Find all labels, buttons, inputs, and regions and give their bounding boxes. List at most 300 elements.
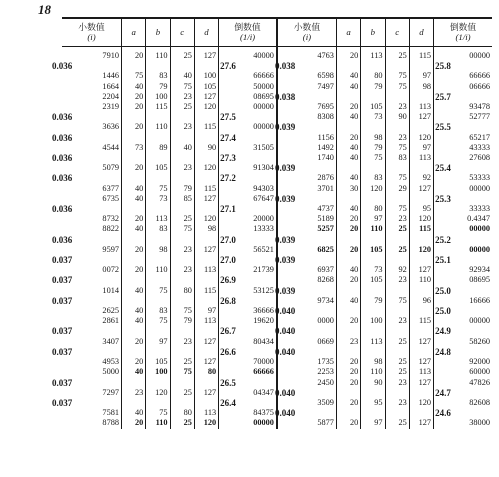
coef-cell-a: 40 bbox=[122, 194, 146, 204]
group-label-text: 0.038 bbox=[274, 61, 296, 72]
coef-cell-c bbox=[170, 235, 194, 245]
coef-cell-c: 80 bbox=[170, 286, 194, 296]
coef-cell-right-d2 bbox=[409, 408, 433, 418]
coef-cell-right-c2 bbox=[385, 163, 409, 173]
reciprocal-cell: 84375 bbox=[219, 408, 277, 418]
group-label-right bbox=[274, 234, 337, 245]
coef-cell-right-c2: 23 bbox=[385, 275, 409, 285]
coef-cell-d bbox=[194, 235, 218, 245]
coef-cell-a bbox=[122, 204, 146, 214]
decimal-cell: 4953 bbox=[102, 357, 120, 367]
group-label-text: 0.039 bbox=[274, 122, 296, 133]
header-a-left: a bbox=[122, 18, 146, 47]
group-label-text: 0.039 bbox=[274, 234, 296, 245]
coef-cell-a: 73 bbox=[122, 143, 146, 153]
coef-cell-c bbox=[170, 398, 194, 408]
reciprocal-cell-right: 43333 bbox=[434, 143, 492, 153]
coef-cell-right-d2 bbox=[409, 388, 433, 398]
reciprocal-cell-right: 00000 bbox=[434, 184, 492, 194]
coef-cell-b: 113 bbox=[146, 214, 170, 224]
group-label-text: 0.039 bbox=[274, 255, 296, 266]
coef-cell-a: 40 bbox=[122, 224, 146, 234]
reciprocal-group-left bbox=[219, 347, 277, 357]
coef-cell-b bbox=[146, 398, 170, 408]
header-b-left: b bbox=[146, 18, 170, 47]
decimal-cell-right: 4763 bbox=[277, 47, 337, 62]
coef-cell-right-c2: 29 bbox=[385, 184, 409, 194]
decimal-cell-right: 0669 bbox=[277, 337, 337, 347]
reciprocal-group-left bbox=[219, 112, 277, 122]
coef-cell-right-c2: 25 bbox=[385, 418, 409, 428]
coef-cell-b: 97 bbox=[146, 337, 170, 347]
reciprocal-cell-right: 27608 bbox=[434, 153, 492, 163]
coef-cell-right-d2: 127 bbox=[409, 357, 433, 367]
coef-cell-c bbox=[170, 204, 194, 214]
coef-cell-right-a2: 40 bbox=[336, 71, 360, 81]
table-row bbox=[62, 204, 492, 214]
coef-cell-b: 110 bbox=[146, 47, 170, 62]
coef-cell-right-b2 bbox=[361, 408, 385, 418]
coef-cell-right-c2 bbox=[385, 306, 409, 316]
group-label-text: 0.036 bbox=[52, 61, 73, 72]
reciprocal-group-text: 26.4 bbox=[220, 397, 236, 408]
coef-cell-right-b2: 73 bbox=[361, 265, 385, 275]
reciprocal-group-right bbox=[434, 194, 492, 204]
reciprocal-cell: 66666 bbox=[219, 71, 277, 81]
coef-cell-d: 113 bbox=[194, 316, 218, 326]
reciprocal-cell: 00000 bbox=[219, 418, 277, 428]
decimal-cell-right: 8268 bbox=[277, 275, 337, 285]
group-label-right bbox=[274, 61, 337, 72]
group-label-right bbox=[274, 346, 337, 357]
coef-cell-c: 25 bbox=[170, 102, 194, 112]
coef-cell-d bbox=[194, 275, 218, 285]
group-label-text: 0.040 bbox=[274, 346, 296, 357]
coef-cell-right-a2: 20 bbox=[336, 133, 360, 143]
coef-cell-a bbox=[122, 347, 146, 357]
reciprocal-group-left bbox=[219, 235, 277, 245]
coef-cell-right-a2: 40 bbox=[336, 143, 360, 153]
coef-cell-c bbox=[170, 275, 194, 285]
coef-cell-right-a2 bbox=[336, 163, 360, 173]
group-label-right bbox=[274, 285, 337, 296]
coef-cell-right-a2: 23 bbox=[336, 337, 360, 347]
decimal-cell-right: 8308 bbox=[277, 112, 337, 122]
reciprocal-group-text: 27.6 bbox=[220, 61, 236, 72]
coef-cell-right-d2: 97 bbox=[409, 143, 433, 153]
group-label-left bbox=[52, 346, 122, 357]
reciprocal-cell: 20000 bbox=[219, 214, 277, 224]
coef-cell-right-a2: 20 bbox=[336, 47, 360, 62]
table-header-row bbox=[62, 18, 492, 47]
coef-cell-right-d2 bbox=[409, 347, 433, 357]
table-row bbox=[62, 265, 492, 275]
coef-cell-right-a2 bbox=[336, 347, 360, 357]
header-b-right: b bbox=[361, 18, 385, 47]
table-row bbox=[62, 296, 492, 306]
coef-cell-c: 40 bbox=[170, 71, 194, 81]
group-label-left bbox=[52, 153, 122, 164]
table-row bbox=[62, 112, 492, 122]
coef-cell-a: 20 bbox=[122, 337, 146, 347]
table-row bbox=[62, 143, 492, 153]
coef-cell-right-a2: 40 bbox=[336, 204, 360, 214]
group-label-left bbox=[52, 234, 122, 245]
coef-cell-c: 85 bbox=[170, 194, 194, 204]
coef-cell-a: 40 bbox=[122, 408, 146, 418]
group-label-text: 0.037 bbox=[52, 275, 73, 286]
coef-cell-right-b2 bbox=[361, 388, 385, 398]
group-label-right bbox=[274, 326, 337, 337]
table-row bbox=[62, 398, 492, 408]
coef-cell-right-c2: 25 bbox=[385, 367, 409, 377]
reciprocal-group-right bbox=[434, 61, 492, 71]
reciprocal-cell-right: 00000 bbox=[434, 245, 492, 255]
coef-cell-d: 100 bbox=[194, 71, 218, 81]
coef-cell-d: 120 bbox=[194, 163, 218, 173]
reciprocal-group-left bbox=[219, 398, 277, 408]
coef-cell-right-b2: 105 bbox=[361, 245, 385, 255]
reciprocal-group-right bbox=[434, 388, 492, 398]
group-label-text: 0.040 bbox=[274, 306, 296, 317]
reciprocal-group-right bbox=[434, 235, 492, 245]
reciprocal-group-text: 25.8 bbox=[435, 61, 451, 72]
reciprocal-cell: 36666 bbox=[219, 306, 277, 316]
coef-cell-c: 25 bbox=[170, 388, 194, 398]
table-row bbox=[62, 245, 492, 255]
coef-cell-b: 100 bbox=[146, 367, 170, 377]
decimal-cell-right: 3509 bbox=[277, 398, 337, 408]
decimal-cell-right: 1492 bbox=[277, 143, 337, 153]
reciprocal-cell-right: 66666 bbox=[434, 71, 492, 81]
coef-cell-right-c2: 90 bbox=[385, 112, 409, 122]
reciprocal-group-right bbox=[434, 255, 492, 265]
reciprocal-cell: 91304 bbox=[219, 163, 277, 173]
header-c-right: c bbox=[385, 18, 409, 47]
coef-cell-c: 23 bbox=[170, 337, 194, 347]
coef-cell-a bbox=[122, 235, 146, 245]
coef-cell-right-d2 bbox=[409, 255, 433, 265]
group-label-left bbox=[52, 173, 122, 184]
reciprocal-cell-right: 82608 bbox=[434, 398, 492, 408]
decimal-cell-right: 5189 bbox=[277, 214, 337, 224]
reciprocal-group-right bbox=[434, 92, 492, 102]
table-row bbox=[62, 418, 492, 428]
table-row bbox=[62, 214, 492, 224]
coef-cell-c: 75 bbox=[170, 367, 194, 377]
coef-cell-c: 23 bbox=[170, 92, 194, 102]
group-label-text: 0.037 bbox=[52, 295, 73, 306]
group-label-left bbox=[52, 112, 122, 123]
coef-cell-right-a2: 40 bbox=[336, 265, 360, 275]
coef-cell-d: 120 bbox=[194, 214, 218, 224]
reciprocal-group-text: 26.9 bbox=[220, 275, 236, 286]
coef-cell-right-c2: 75 bbox=[385, 143, 409, 153]
coef-cell-right-b2: 113 bbox=[361, 337, 385, 347]
coef-cell-right-b2: 98 bbox=[361, 133, 385, 143]
group-label-left bbox=[52, 377, 122, 388]
coef-cell-right-d2 bbox=[409, 163, 433, 173]
table-row bbox=[62, 47, 492, 62]
reciprocal-cell-right: 00000 bbox=[434, 47, 492, 62]
reciprocal-cell: 40000 bbox=[219, 47, 277, 62]
coef-cell-right-c2: 75 bbox=[385, 204, 409, 214]
coef-cell-right-d2: 97 bbox=[409, 71, 433, 81]
coef-cell-right-c2: 23 bbox=[385, 133, 409, 143]
decimal-cell-right: 0000 bbox=[277, 316, 337, 326]
decimal-cell-right: 7497 bbox=[277, 82, 337, 92]
coef-cell-c: 23 bbox=[170, 122, 194, 132]
decimal-cell-right: 7695 bbox=[277, 102, 337, 112]
coef-cell-c bbox=[170, 133, 194, 143]
coef-cell-d: 105 bbox=[194, 82, 218, 92]
coef-cell-right-a2 bbox=[336, 235, 360, 245]
coef-cell-d: 113 bbox=[194, 265, 218, 275]
reciprocal-cell-right: 65217 bbox=[434, 133, 492, 143]
coef-cell-d bbox=[194, 255, 218, 265]
reciprocal-cell-right: 93478 bbox=[434, 102, 492, 112]
coef-cell-b: 75 bbox=[146, 184, 170, 194]
coef-cell-b: 73 bbox=[146, 194, 170, 204]
reciprocal-group-text: 25.0 bbox=[435, 306, 451, 317]
coef-cell-right-c2: 25 bbox=[385, 245, 409, 255]
coef-cell-c: 75 bbox=[170, 224, 194, 234]
reciprocal-group-left bbox=[219, 173, 277, 183]
coef-cell-right-b2: 120 bbox=[361, 184, 385, 194]
coef-cell-right-d2: 115 bbox=[409, 47, 433, 62]
coef-cell-d bbox=[194, 61, 218, 71]
coef-cell-right-b2: 80 bbox=[361, 204, 385, 214]
coef-cell-right-b2 bbox=[361, 306, 385, 316]
coef-cell-c bbox=[170, 173, 194, 183]
decimal-cell: 8822 bbox=[102, 224, 120, 234]
coef-cell-right-a2: 40 bbox=[336, 153, 360, 163]
coef-cell-c: 23 bbox=[170, 245, 194, 255]
coef-cell-d: 127 bbox=[194, 47, 218, 62]
coef-cell-right-d2 bbox=[409, 122, 433, 132]
coef-cell-right-b2: 79 bbox=[361, 82, 385, 92]
coef-cell-right-b2: 73 bbox=[361, 112, 385, 122]
reciprocal-cell-right: 60000 bbox=[434, 367, 492, 377]
table-body bbox=[52, 47, 492, 429]
coef-cell-d bbox=[194, 173, 218, 183]
coef-cell-right-a2 bbox=[336, 92, 360, 102]
table-row bbox=[62, 367, 492, 377]
coef-cell-right-a2 bbox=[336, 286, 360, 296]
coef-cell-right-a2: 20 bbox=[336, 102, 360, 112]
coef-cell-d bbox=[194, 347, 218, 357]
group-label-right bbox=[274, 193, 337, 204]
reciprocal-cell: 04347 bbox=[219, 388, 277, 398]
coef-cell-right-c2 bbox=[385, 408, 409, 418]
coef-cell-right-a2: 20 bbox=[336, 316, 360, 326]
group-label-right bbox=[274, 163, 337, 174]
group-label-right bbox=[274, 91, 337, 102]
coef-cell-b: 120 bbox=[146, 388, 170, 398]
coef-cell-a bbox=[122, 326, 146, 336]
coef-cell-b bbox=[146, 326, 170, 336]
coef-cell-b bbox=[146, 255, 170, 265]
reciprocal-cell: 13333 bbox=[219, 224, 277, 234]
reciprocal-group-text: 26.7 bbox=[220, 326, 236, 337]
group-label-right bbox=[274, 408, 337, 419]
coef-cell-right-b2: 110 bbox=[361, 367, 385, 377]
reciprocal-cell-right: 06666 bbox=[434, 82, 492, 92]
coef-cell-a bbox=[122, 378, 146, 388]
coef-cell-a: 40 bbox=[122, 286, 146, 296]
coef-cell-right-d2: 95 bbox=[409, 204, 433, 214]
coef-cell-right-b2: 79 bbox=[361, 296, 385, 306]
reciprocal-group-text: 25.1 bbox=[435, 255, 451, 266]
reciprocal-group-text: 27.3 bbox=[220, 153, 236, 164]
coef-cell-d bbox=[194, 112, 218, 122]
table-row bbox=[62, 388, 492, 398]
reciprocal-group-right bbox=[434, 163, 492, 173]
reciprocal-group-text: 26.8 bbox=[220, 295, 236, 306]
coef-cell-right-b2: 97 bbox=[361, 418, 385, 428]
coef-cell-right-c2 bbox=[385, 122, 409, 132]
coef-cell-d: 115 bbox=[194, 184, 218, 194]
header-decimal-right: 小数值 (i) bbox=[277, 18, 337, 47]
table-row bbox=[62, 408, 492, 418]
decimal-cell-right: 1740 bbox=[277, 153, 337, 163]
group-label-right bbox=[274, 306, 337, 317]
coef-cell-c: 25 bbox=[170, 357, 194, 367]
group-label-text: 0.037 bbox=[52, 346, 73, 357]
coef-cell-right-b2: 98 bbox=[361, 357, 385, 367]
header-a-right: a bbox=[336, 18, 360, 47]
coef-cell-right-c2 bbox=[385, 92, 409, 102]
reciprocal-cell-right: 92000 bbox=[434, 357, 492, 367]
reciprocal-group-text: 25.7 bbox=[435, 91, 451, 102]
coef-cell-right-c2: 83 bbox=[385, 153, 409, 163]
coef-cell-b bbox=[146, 204, 170, 214]
reciprocal-group-left bbox=[219, 204, 277, 214]
coef-cell-d: 115 bbox=[194, 286, 218, 296]
decimal-cell: 6377 bbox=[102, 183, 120, 193]
reciprocal-group-right bbox=[434, 286, 492, 296]
group-label-text: 0.037 bbox=[52, 397, 73, 408]
coef-cell-right-b2 bbox=[361, 194, 385, 204]
coef-cell-a: 20 bbox=[122, 418, 146, 428]
reciprocal-cell-right: 53333 bbox=[434, 173, 492, 183]
coef-cell-d: 127 bbox=[194, 337, 218, 347]
coef-cell-right-c2: 75 bbox=[385, 71, 409, 81]
decimal-cell: 7581 bbox=[102, 408, 120, 418]
table-row bbox=[62, 61, 492, 71]
coef-cell-right-d2: 127 bbox=[409, 418, 433, 428]
coef-cell-right-a2: 20 bbox=[336, 224, 360, 234]
reciprocal-group-text: 24.6 bbox=[435, 408, 451, 419]
coef-cell-right-d2: 113 bbox=[409, 153, 433, 163]
decimal-cell-right: 2253 bbox=[277, 367, 337, 377]
group-label-text: 0.036 bbox=[52, 112, 73, 123]
reciprocal-cell-right: 00000 bbox=[434, 316, 492, 326]
reciprocal-group-left bbox=[219, 133, 277, 143]
coef-cell-d bbox=[194, 378, 218, 388]
coef-cell-right-d2: 127 bbox=[409, 378, 433, 388]
coef-cell-right-a2: 20 bbox=[336, 378, 360, 388]
coef-cell-b: 115 bbox=[146, 102, 170, 112]
coef-cell-c: 40 bbox=[170, 143, 194, 153]
coef-cell-right-c2: 23 bbox=[385, 316, 409, 326]
coef-cell-right-d2: 120 bbox=[409, 133, 433, 143]
coef-cell-d bbox=[194, 398, 218, 408]
table-row bbox=[62, 82, 492, 92]
coef-cell-a: 40 bbox=[122, 184, 146, 194]
coef-cell-c bbox=[170, 296, 194, 306]
table-row bbox=[62, 92, 492, 102]
coef-cell-right-d2: 127 bbox=[409, 184, 433, 194]
coef-cell-a: 40 bbox=[122, 316, 146, 326]
coef-cell-a bbox=[122, 112, 146, 122]
reciprocal-group-text: 25.4 bbox=[435, 163, 451, 174]
coef-cell-a: 40 bbox=[122, 306, 146, 316]
coef-cell-b: 75 bbox=[146, 316, 170, 326]
coef-cell-d bbox=[194, 326, 218, 336]
group-label-text: 0.040 bbox=[274, 408, 296, 419]
coef-cell-c: 23 bbox=[170, 265, 194, 275]
coef-cell-b: 100 bbox=[146, 92, 170, 102]
coef-cell-right-b2 bbox=[361, 92, 385, 102]
coef-cell-right-b2: 100 bbox=[361, 316, 385, 326]
reciprocal-cell-right: 0.4347 bbox=[434, 214, 492, 224]
reciprocal-group-text: 26.5 bbox=[220, 377, 236, 388]
coef-cell-right-b2 bbox=[361, 122, 385, 132]
decimal-cell-right: 1735 bbox=[277, 357, 337, 367]
coef-cell-right-b2 bbox=[361, 347, 385, 357]
coef-cell-b: 98 bbox=[146, 245, 170, 255]
coef-cell-right-c2: 25 bbox=[385, 47, 409, 62]
group-label-left bbox=[52, 204, 122, 215]
coef-cell-b: 89 bbox=[146, 143, 170, 153]
coef-cell-right-d2: 127 bbox=[409, 337, 433, 347]
coef-cell-right-a2: 20 bbox=[336, 398, 360, 408]
coef-cell-a: 20 bbox=[122, 245, 146, 255]
table-row bbox=[62, 306, 492, 316]
reciprocal-group-text: 26.6 bbox=[220, 346, 236, 357]
coef-cell-d: 97 bbox=[194, 306, 218, 316]
table-row bbox=[62, 347, 492, 357]
decimal-cell-right: 2450 bbox=[277, 378, 337, 388]
decimal-cell-right: 6825 bbox=[277, 245, 337, 255]
coef-cell-a: 20 bbox=[122, 92, 146, 102]
coef-cell-right-c2 bbox=[385, 326, 409, 336]
coef-cell-right-b2 bbox=[361, 326, 385, 336]
coef-cell-c: 80 bbox=[170, 408, 194, 418]
table-row bbox=[62, 224, 492, 234]
decimal-cell: 1664 bbox=[102, 81, 120, 91]
group-label-text: 0.037 bbox=[52, 326, 73, 337]
reciprocal-cell: 80434 bbox=[219, 337, 277, 347]
coef-cell-right-d2: 127 bbox=[409, 112, 433, 122]
coef-cell-b: 105 bbox=[146, 163, 170, 173]
decimal-cell: 2204 bbox=[102, 91, 120, 101]
reciprocal-cell: 70000 bbox=[219, 357, 277, 367]
coef-cell-right-d2: 120 bbox=[409, 398, 433, 408]
coef-cell-d: 120 bbox=[194, 102, 218, 112]
coef-cell-d: 127 bbox=[194, 92, 218, 102]
coef-cell-right-b2 bbox=[361, 255, 385, 265]
reciprocal-cell-right: 16666 bbox=[434, 296, 492, 306]
group-label-text: 0.036 bbox=[52, 132, 73, 143]
coef-cell-right-a2 bbox=[336, 326, 360, 336]
coef-cell-b: 83 bbox=[146, 224, 170, 234]
table-row bbox=[62, 133, 492, 143]
reciprocal-group-text: 27.0 bbox=[220, 234, 236, 245]
table-row bbox=[62, 122, 492, 132]
group-label-right bbox=[274, 122, 337, 133]
